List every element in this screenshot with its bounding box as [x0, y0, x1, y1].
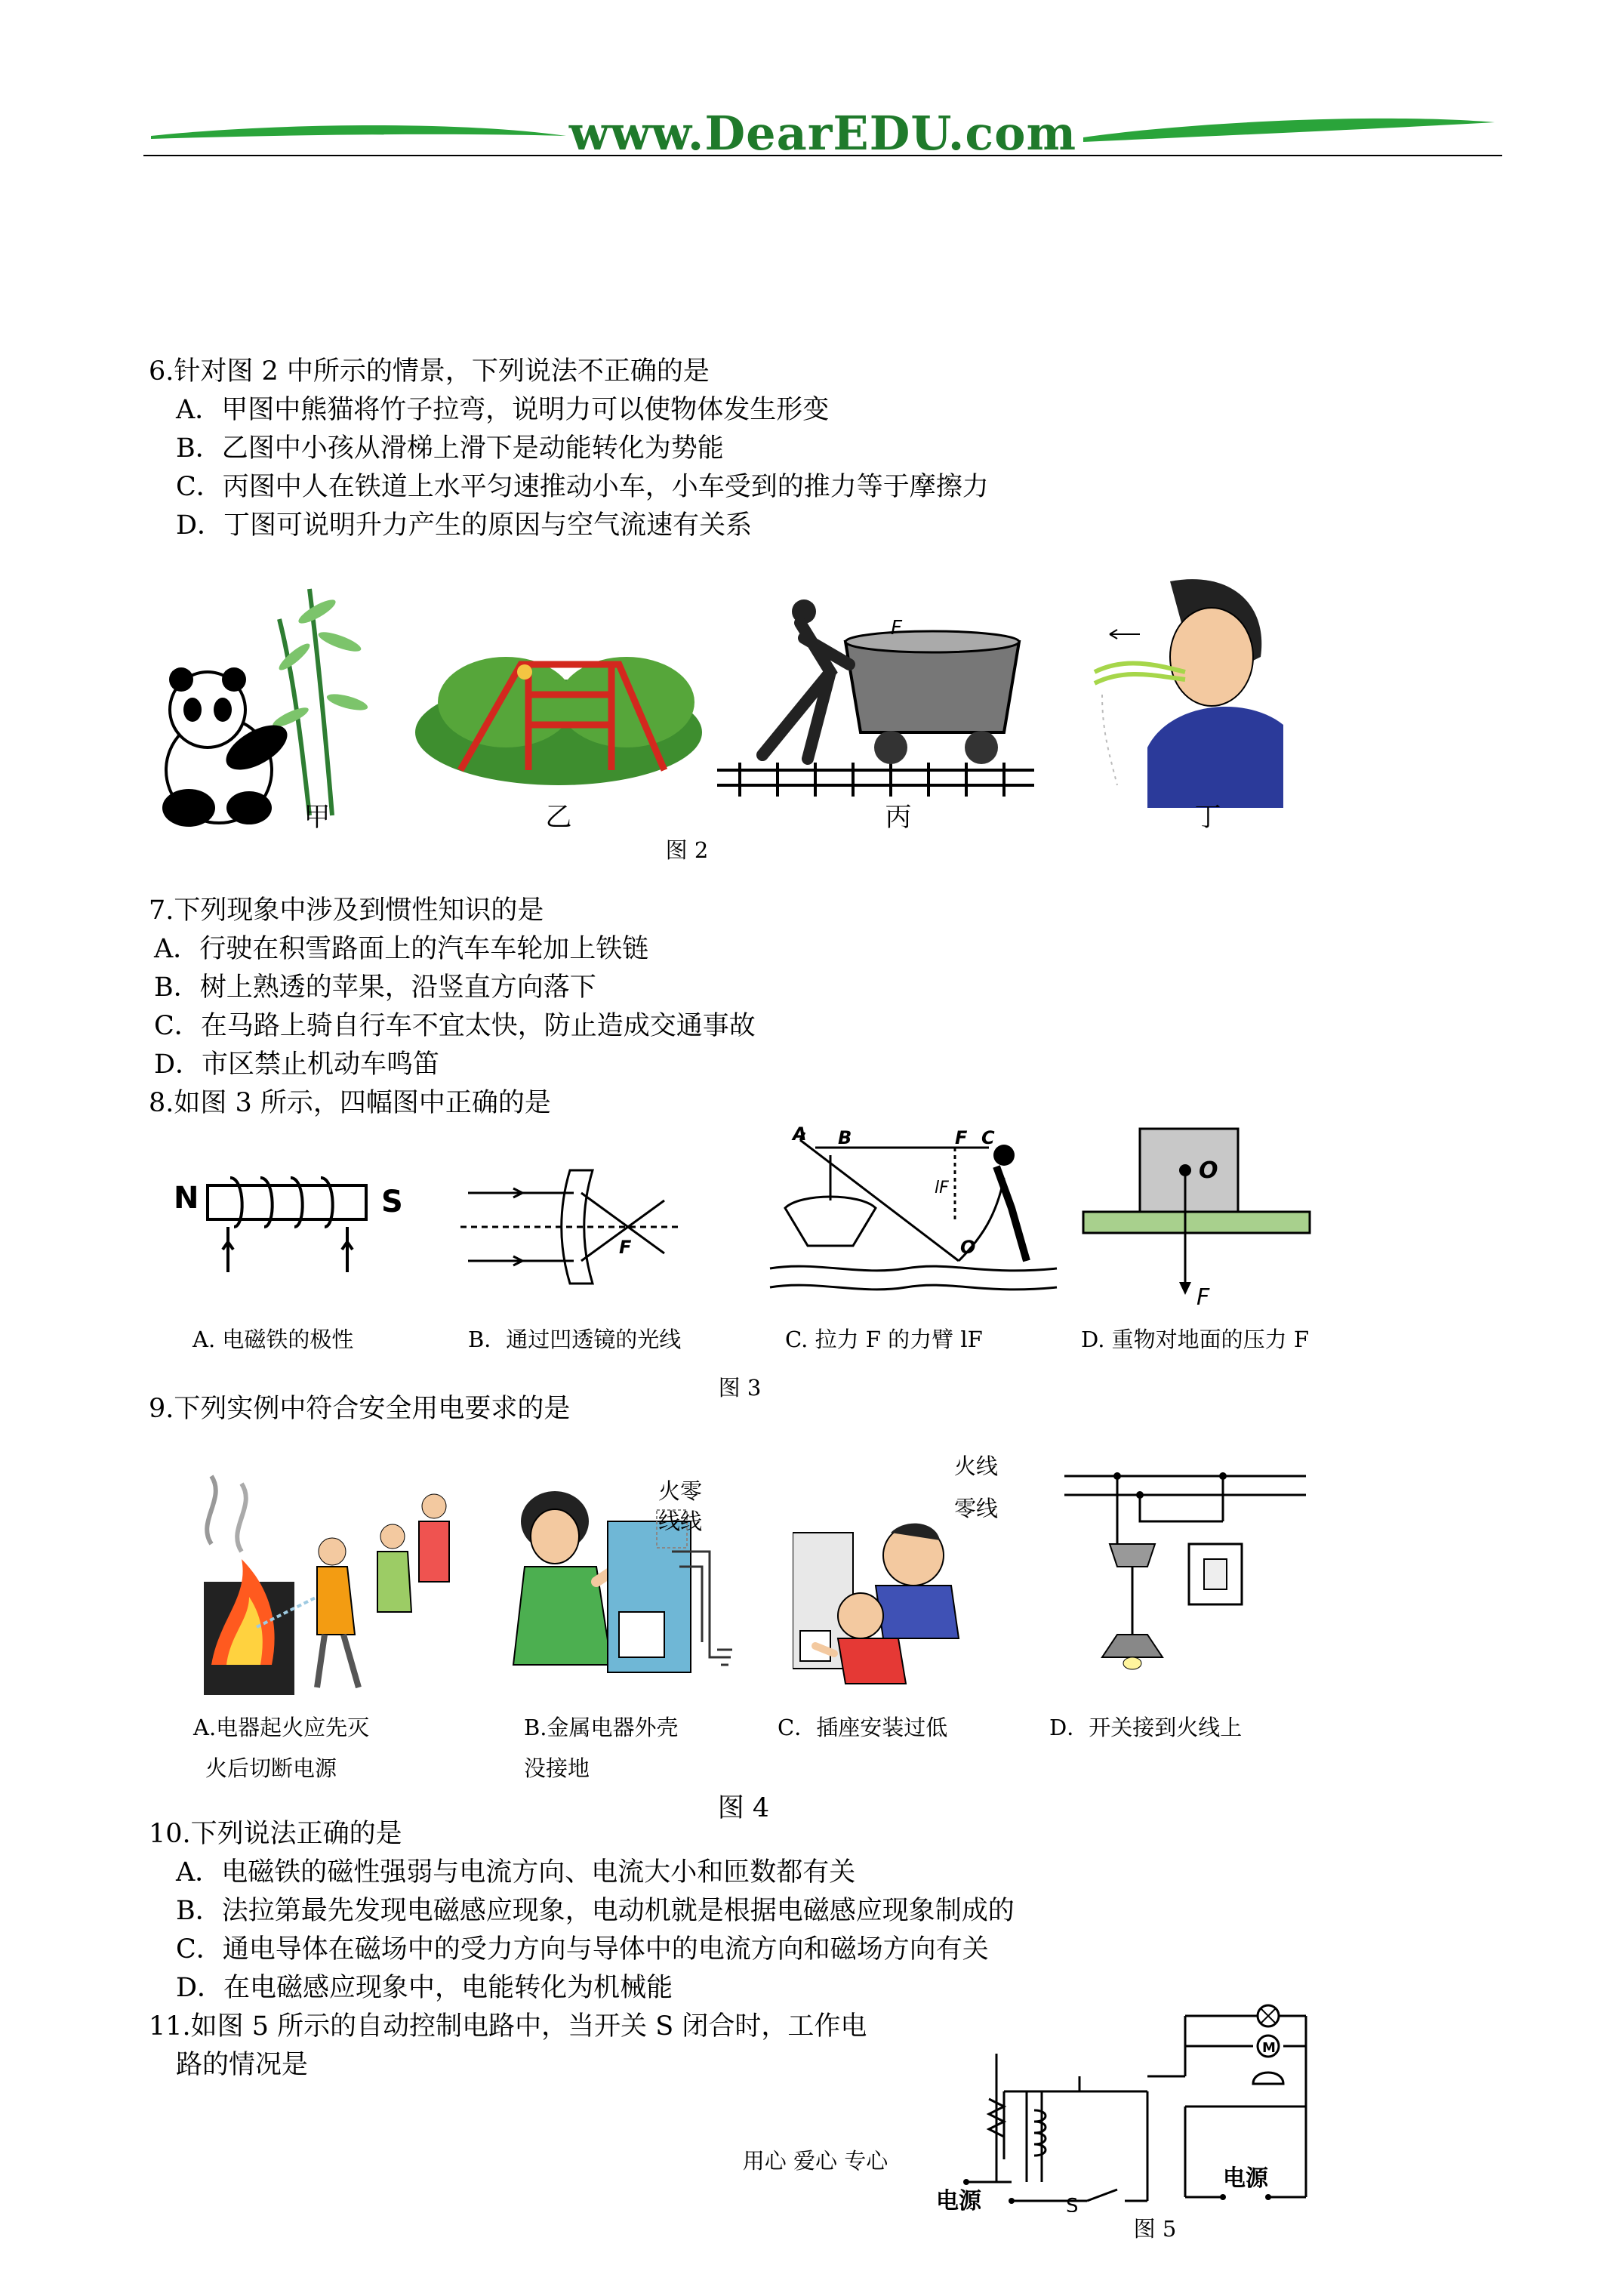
figure-2-label-bing: 丙 — [885, 803, 912, 833]
figure-3c-label-b: B — [838, 1127, 852, 1148]
figure-2-label-jia: 甲 — [303, 803, 331, 833]
question-6-option-b: B．乙图中小孩从滑梯上滑下是动能转化为势能 — [176, 433, 724, 464]
figure-3c-lever-net — [755, 1125, 1072, 1314]
question-7-stem: 7.下列现象中涉及到惯性知识的是 — [149, 895, 544, 926]
question-7-option-c: C．在马路上骑自行车不宜太快，防止造成交通事故 — [154, 1011, 756, 1041]
figure-2-force-label: F — [891, 617, 902, 639]
figure-3c-caption: C. 拉力 F 的力臂 lF — [785, 1327, 983, 1352]
figure-3c-label-f: F — [955, 1127, 968, 1148]
figure-4b-wire-label-1: 火零 — [658, 1478, 703, 1504]
footer-motto: 用心 爱心 专心 — [742, 2148, 888, 2174]
figure-5-motor-label: M — [1262, 2040, 1276, 2056]
figure-4c-low-socket — [793, 1502, 981, 1691]
figure-2-label-ding: 丁 — [1194, 803, 1221, 833]
figure-2-boy-blowing-paper — [1079, 574, 1291, 808]
question-10-option-d: D．在电磁感应现象中，电能转化为机械能 — [176, 1973, 673, 2003]
figure-3a-pole-s: S — [381, 1185, 403, 1219]
figure-3d-center-label: O — [1199, 1157, 1218, 1184]
question-6-stem: 6.针对图 2 中所示的情景，下列说法不正确的是 — [149, 356, 710, 387]
figure-2-label-yi: 乙 — [545, 803, 572, 833]
figure-2-cart-on-rails — [717, 596, 1034, 800]
question-7-option-d: D．市区禁止机动车鸣笛 — [154, 1049, 440, 1080]
site-banner: www.DearEDU.com — [568, 106, 1077, 161]
figure-4-caption: 图 4 — [717, 1793, 770, 1823]
question-10-option-a: A．电磁铁的磁性强弱与电流方向、电流大小和匝数都有关 — [176, 1857, 856, 1888]
question-10-option-b: B．法拉第最先发现电磁感应现象，电动机就是根据电磁感应现象制成的 — [176, 1896, 1015, 1926]
figure-4d-switch-on-live-wire — [1064, 1461, 1313, 1687]
figure-2-slide — [415, 619, 702, 785]
question-11-stem-line-2: 路的情况是 — [176, 2050, 309, 2080]
figure-3a-electromagnet — [166, 1166, 415, 1280]
figure-5-right-source-label: 电源 — [1223, 2165, 1268, 2192]
question-10-option-c: C．通电导体在磁场中的受力方向与导体中的电流方向和磁场方向有关 — [176, 1934, 989, 1965]
figure-3c-arm-label: lF — [935, 1179, 949, 1197]
figure-5-switch-label: S — [1066, 2195, 1079, 2212]
figure-3d-caption: D. 重物对地面的压力 F — [1081, 1327, 1309, 1352]
figure-5-caption: 图 5 — [1133, 2216, 1177, 2242]
question-7-option-b: B．树上熟透的苹果，沿竖直方向落下 — [154, 972, 596, 1003]
figure-4c-live-wire-label: 火线 — [954, 1453, 999, 1479]
question-10-stem: 10.下列说法正确的是 — [149, 1819, 402, 1849]
figure-4c-neutral-wire-label: 零线 — [954, 1496, 999, 1521]
figure-3c-label-c: C — [981, 1127, 995, 1148]
question-7-option-a: A．行驶在积雪路面上的汽车车轮加上铁链 — [154, 934, 649, 964]
figure-3b-focus-label: F — [619, 1237, 632, 1258]
figure-4b-wire-label-2: 线线 — [658, 1509, 703, 1534]
figure-4b-metal-appliance — [483, 1469, 747, 1695]
figure-3a-caption: A. 电磁铁的极性 — [192, 1327, 354, 1352]
question-9-stem: 9.下列实例中符合安全用电要求的是 — [149, 1394, 571, 1424]
figure-2-panda-bamboo — [151, 574, 385, 831]
figure-3a-pole-n: N — [174, 1181, 199, 1216]
figure-3c-label-a: A — [793, 1125, 807, 1145]
figure-5-left-source-label: 电源 — [936, 2188, 981, 2212]
figure-4b-caption: B.金属电器外壳 — [524, 1715, 679, 1740]
figure-3c-label-o: O — [960, 1237, 976, 1258]
figure-3b-concave-lens — [460, 1163, 687, 1291]
question-6-option-d: D．丁图可说明升力产生的原因与空气流速有关系 — [176, 510, 753, 541]
figure-5-relay-circuit — [936, 1993, 1313, 2212]
question-11-stem-line-1: 11.如图 5 所示的自动控制电路中，当开关 S 闭合时，工作电 — [149, 2011, 867, 2042]
figure-3d-force-label: F — [1196, 1284, 1210, 1306]
question-8-stem: 8.如图 3 所示，四幅图中正确的是 — [149, 1088, 551, 1118]
figure-2-caption: 图 2 — [665, 837, 709, 863]
figure-4a-fire-and-water — [196, 1469, 453, 1695]
figure-3b-caption: B．通过凹透镜的光线 — [468, 1327, 682, 1352]
figure-4a-caption: A.电器起火应先灭 — [193, 1715, 370, 1740]
figure-3d-block-on-ground — [1079, 1125, 1321, 1306]
figure-4a-caption-line-2: 火后切断电源 — [205, 1755, 337, 1781]
question-6-option-c: C．丙图中人在铁道上水平匀速推动小车，小车受到的推力等于摩擦力 — [176, 472, 989, 502]
figure-3-caption: 图 3 — [718, 1375, 762, 1401]
figure-4b-caption-line-2: 没接地 — [524, 1755, 590, 1781]
figure-4c-caption: C．插座安装过低 — [778, 1715, 948, 1740]
figure-4d-caption: D．开关接到火线上 — [1049, 1715, 1243, 1740]
question-6-option-a: A．甲图中熊猫将竹子拉弯，说明力可以使物体发生形变 — [176, 395, 830, 425]
